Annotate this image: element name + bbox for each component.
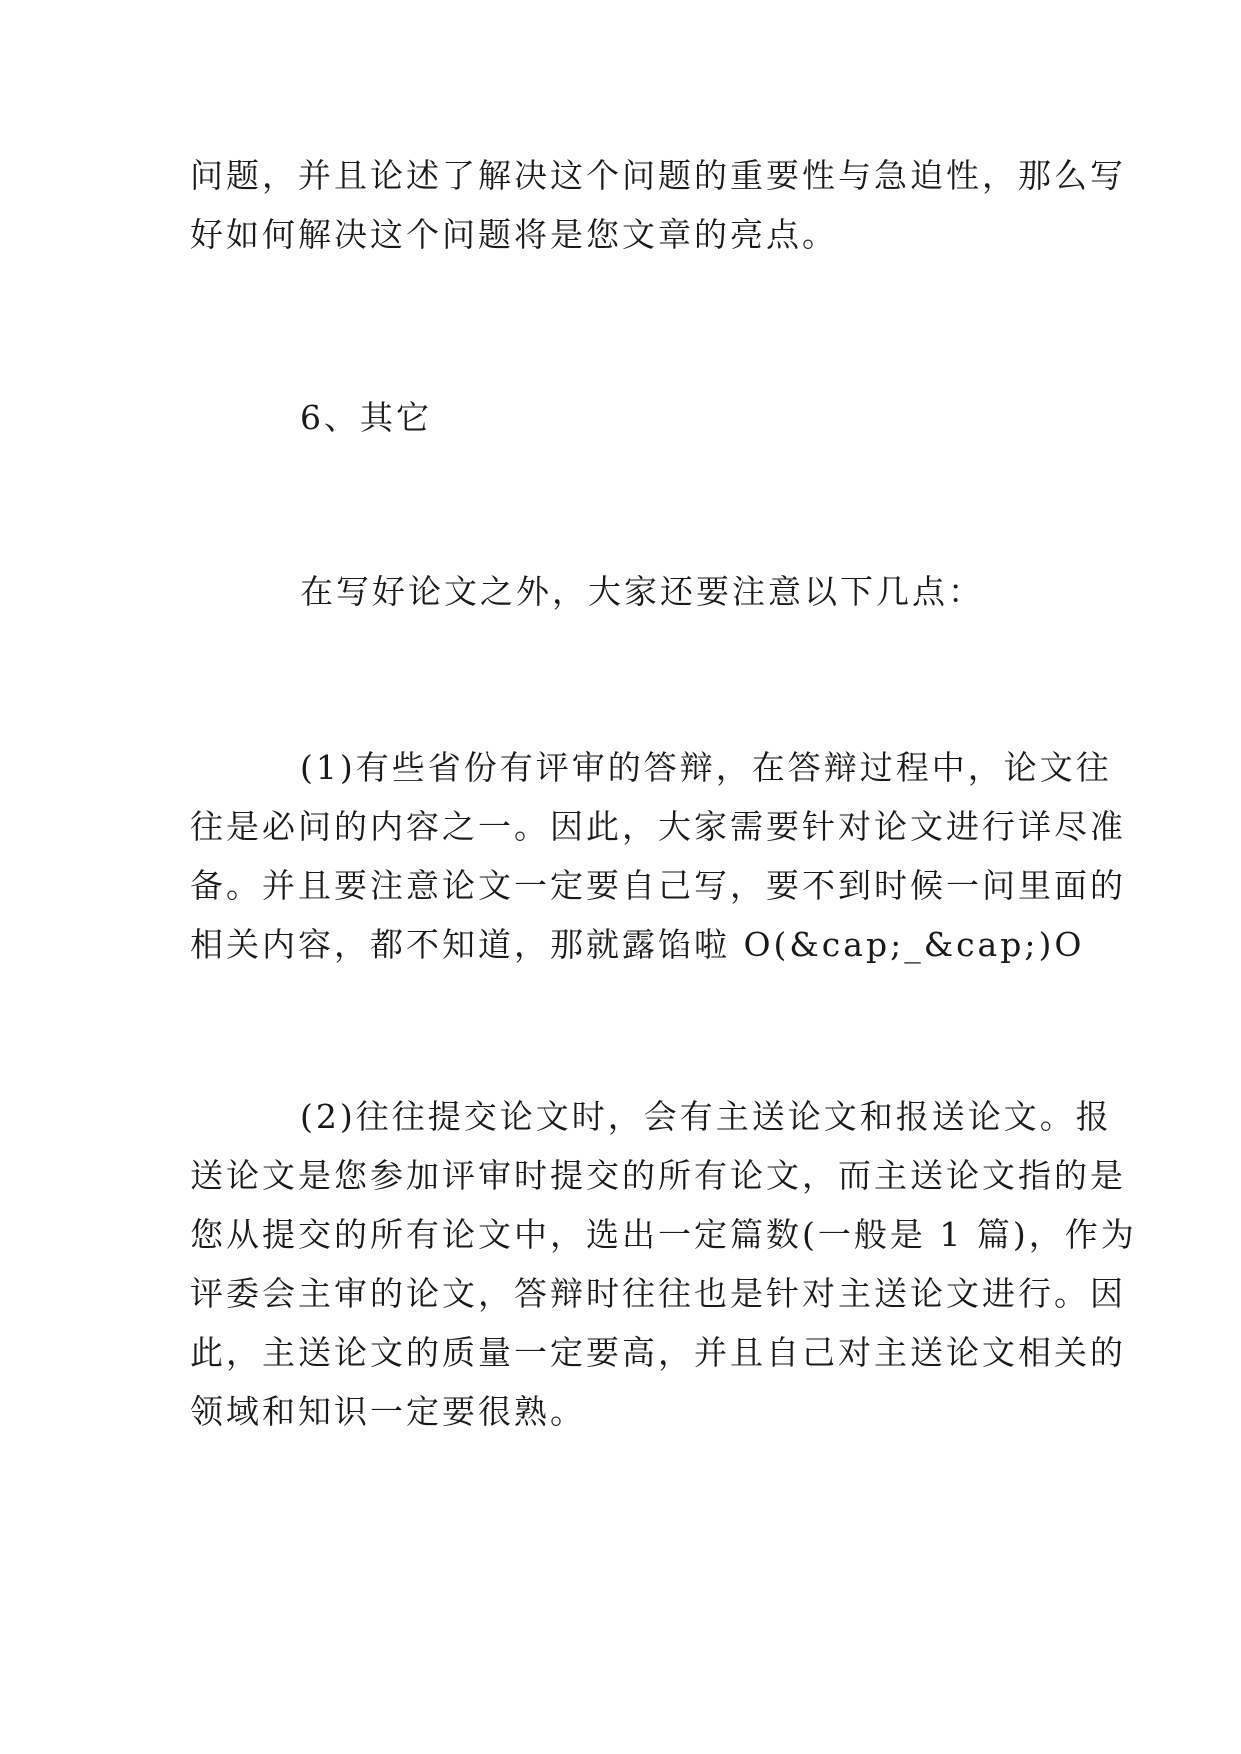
text-line: (2)往往提交论文时，会有主送论文和报送论文。报 bbox=[300, 1097, 1112, 1136]
text-line: 相关内容，都不知道，那就露馅啦 O(&cap;_&cap;)O bbox=[190, 925, 1085, 964]
text-line: 问题，并且论述了解决这个问题的重要性与急迫性，那么写 bbox=[190, 156, 1126, 195]
paragraph-point-1 bbox=[190, 738, 1126, 974]
text-line: 领域和知识一定要很熟。 bbox=[190, 1392, 586, 1431]
section-heading bbox=[300, 388, 1170, 447]
text-line: 评委会主审的论文，答辩时往往也是针对主送论文进行。因 bbox=[190, 1274, 1126, 1313]
paragraph-point-2 bbox=[190, 1087, 1137, 1441]
text-line: (1)有些省份有评审的答辩，在答辩过程中，论文往 bbox=[300, 748, 1112, 787]
text-line: 在写好论文之外，大家还要注意以下几点： bbox=[300, 572, 984, 611]
text-line: 往是必问的内容之一。因此，大家需要针对论文进行详尽准 bbox=[190, 807, 1126, 846]
paragraph-intro bbox=[300, 562, 1170, 621]
text-line: 此，主送论文的质量一定要高，并且自己对主送论文相关的 bbox=[190, 1333, 1126, 1372]
text-line: 备。并且要注意论文一定要自己写，要不到时候一问里面的 bbox=[190, 866, 1126, 905]
text-line: 好如何解决这个问题将是您文章的亮点。 bbox=[190, 215, 838, 254]
text-line: 送论文是您参加评审时提交的所有论文，而主送论文指的是 bbox=[190, 1156, 1126, 1195]
paragraph-continuation bbox=[190, 146, 1126, 264]
text-line: 您从提交的所有论文中，选出一定篇数(一般是 1 篇)，作为 bbox=[190, 1215, 1137, 1254]
heading-text: 6、其它 bbox=[300, 398, 432, 437]
